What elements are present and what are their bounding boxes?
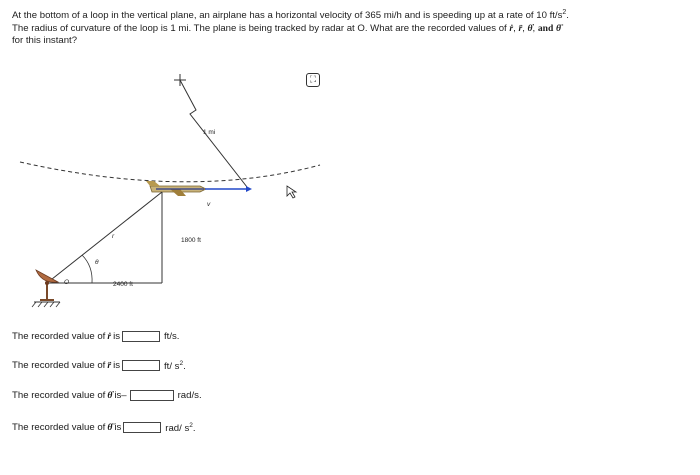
answer-row-r-ddot	[12, 357, 186, 373]
symbol-r-dot: ṙ	[509, 22, 514, 34]
answer-prefix: The recorded value of	[12, 421, 106, 433]
theta-dot-input[interactable]	[130, 390, 174, 401]
radar-icon	[36, 270, 58, 300]
radius-label: 1 mi	[203, 129, 216, 136]
answer-row-theta-ddot	[12, 419, 196, 435]
unit-exponent: 2	[189, 422, 193, 429]
problem-text-2: The radius of curvature of the loop is 1 mi. The plane is being tracked by radar at O. What are the recorded values of	[12, 22, 507, 34]
comma: ,	[513, 22, 516, 34]
answer-symbol: ṙ	[107, 331, 112, 342]
r-dot-input[interactable]	[122, 331, 160, 342]
symbol-r-ddot: r̈	[518, 22, 523, 34]
answer-unit	[164, 357, 186, 373]
cursor-icon	[287, 186, 296, 198]
problem-line-3: for this instant?	[12, 35, 78, 47]
answer-row-r-dot	[12, 330, 179, 343]
answer-is: is	[114, 421, 122, 433]
v-label: v	[207, 201, 211, 208]
answer-unit: ft/s.	[164, 331, 180, 342]
focus-icon[interactable]: ⛶	[306, 73, 320, 87]
answer-symbol: θ̈	[107, 421, 113, 433]
height-label: 1800 ft	[181, 237, 201, 244]
unit-exponent: 2	[179, 360, 184, 367]
unit-text: ft/ s	[164, 361, 180, 373]
origin-label: O	[64, 279, 70, 286]
answer-prefix: The recorded value of	[12, 331, 106, 342]
r-ddot-input[interactable]	[122, 360, 160, 371]
answer-is: is	[113, 331, 121, 342]
theta-ddot-input[interactable]	[123, 422, 161, 433]
answer-is: is	[114, 390, 122, 401]
comma: ,	[522, 22, 525, 34]
comma: ,	[532, 22, 536, 34]
problem-text-1: At the bottom of a loop in the vertical plane, an airplane has a horizontal velocity of 365 mi/h and is speeding up at a rate of 10 ft/s	[12, 10, 563, 21]
problem-period: .	[566, 10, 569, 21]
theta-label: θ	[95, 259, 99, 266]
answer-row-theta-dot	[12, 389, 202, 402]
answer-symbol: θ̇	[107, 390, 113, 401]
answer-unit: rad/s.	[177, 390, 202, 401]
answer-unit	[165, 419, 195, 435]
velocity-arrowhead	[246, 186, 252, 192]
r-label: r	[112, 233, 115, 240]
airplane-icon	[146, 181, 206, 196]
answer-symbol: r̈	[107, 359, 112, 371]
minus-sign: –	[121, 390, 127, 401]
answer-is: is	[113, 359, 121, 371]
theta-arc	[82, 255, 92, 283]
r-line	[47, 192, 162, 283]
unit-end: .	[192, 423, 196, 435]
symbol-theta-ddot: θ̈	[556, 22, 561, 34]
base-label: 2400 ft	[113, 281, 133, 288]
answer-prefix: The recorded value of	[12, 359, 106, 371]
unit-end: .	[183, 361, 186, 373]
loop-path	[20, 162, 320, 182]
symbol-theta-dot: θ̇	[527, 22, 533, 34]
and-word: and	[537, 22, 554, 34]
answer-prefix: The recorded value of	[12, 390, 106, 401]
accel-exponent: 2	[562, 8, 567, 16]
unit-text: rad/ s	[165, 423, 190, 435]
